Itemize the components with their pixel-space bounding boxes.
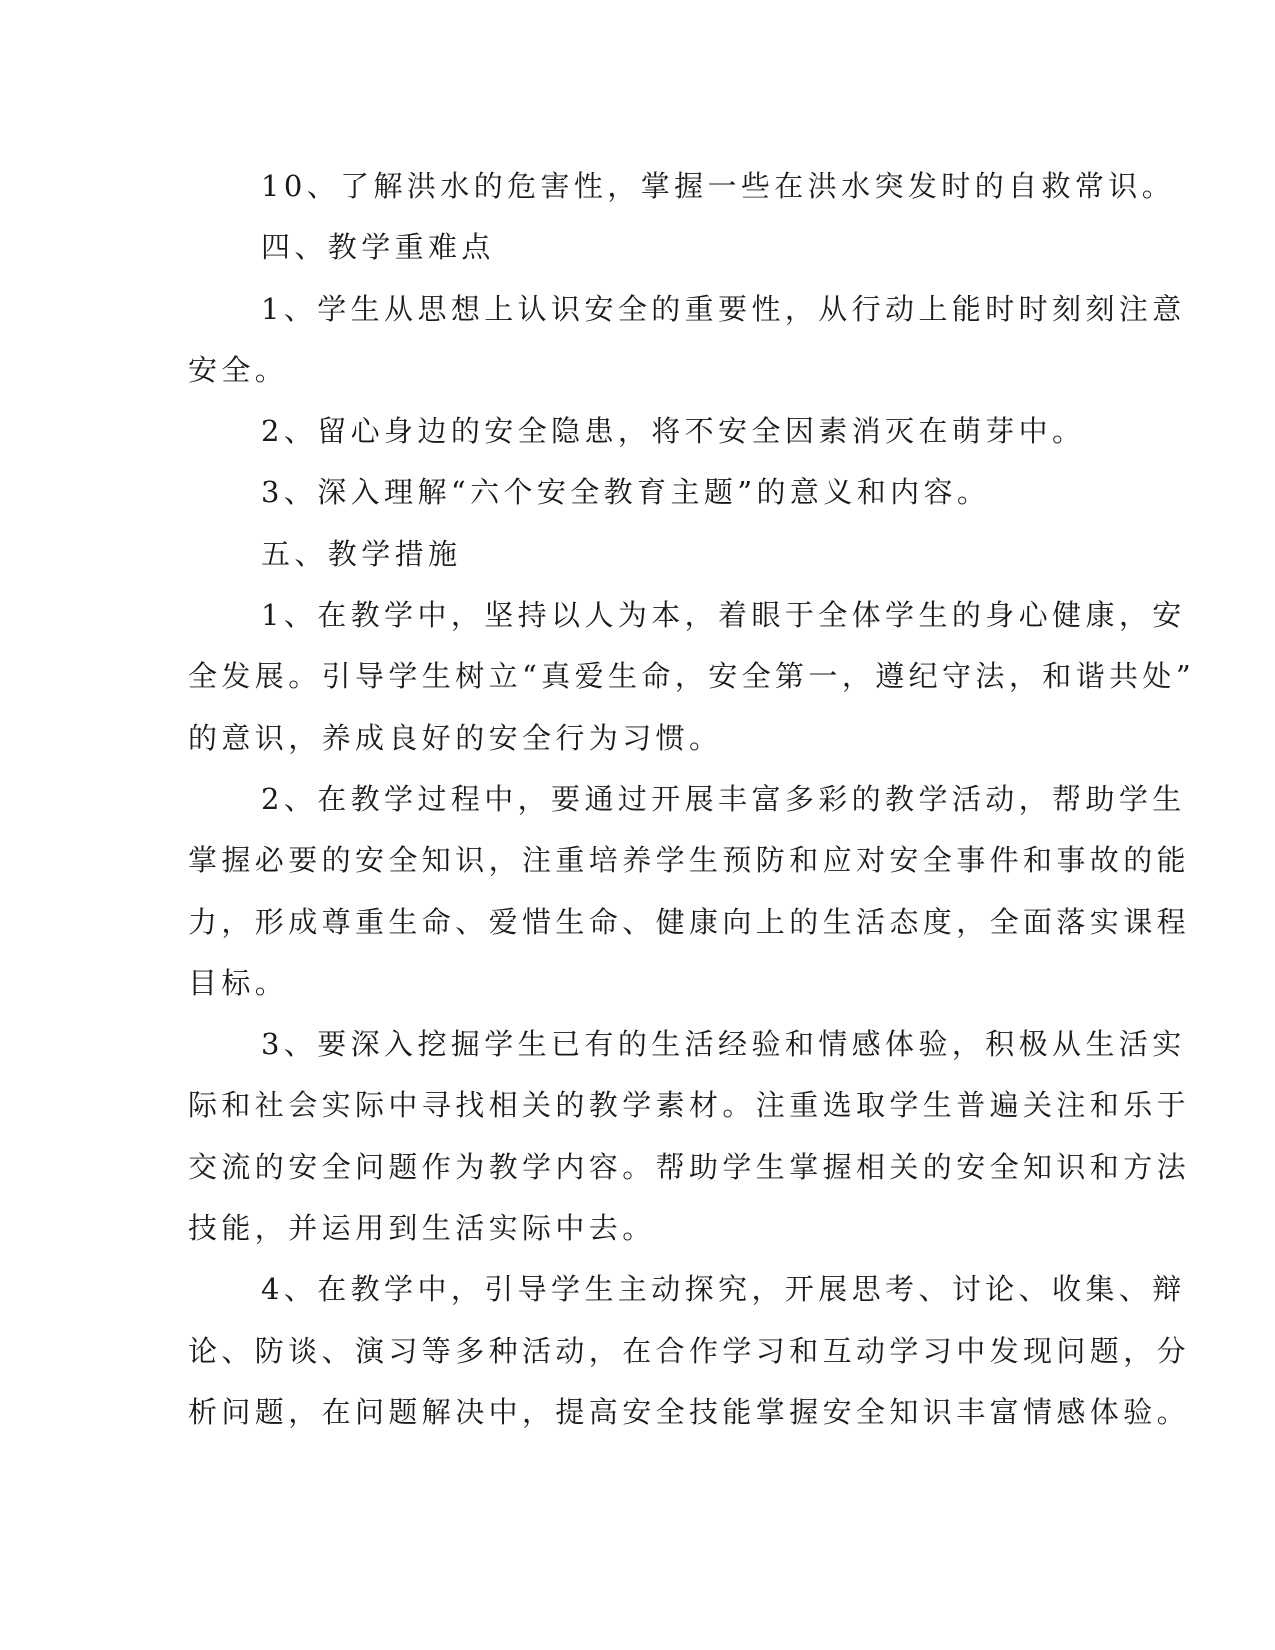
text-line: 1、在教学中，坚持以人为本，着眼于全体学生的身心健康，安 <box>261 598 1186 633</box>
text-line: 全发展。引导学生树立“真爱生命，安全第一，遵纪守法，和谐共处” <box>188 659 1196 694</box>
text-line: 际和社会实际中寻找相关的教学素材。注重选取学生普遍关注和乐于 <box>188 1088 1191 1123</box>
section-heading: 四、教学重难点 <box>261 230 495 265</box>
section-heading: 五、教学措施 <box>261 536 462 571</box>
text-line: 析问题，在问题解决中，提高安全技能掌握安全知识丰富情感体验。 <box>188 1394 1191 1429</box>
text-line: 3、深入理解“六个安全教育主题”的意义和内容。 <box>261 475 991 510</box>
text-line: 1、学生从思想上认识安全的重要性，从行动上能时时刻刻注意 <box>261 291 1186 326</box>
text-line: 安全。 <box>188 352 289 387</box>
text-line: 掌握必要的安全知识，注重培养学生预防和应对安全事件和事故的能 <box>188 843 1191 878</box>
text-line: 目标。 <box>188 965 289 1000</box>
document-body <box>188 156 1196 1443</box>
text-line: 2、留心身边的安全隐患，将不安全因素消灭在萌芽中。 <box>261 414 1086 449</box>
text-line: 10、了解洪水的危害性，掌握一些在洪水突发时的自救常识。 <box>261 169 1176 203</box>
text-line: 4、在教学中，引导学生主动探究，开展思考、讨论、收集、辩 <box>261 1272 1186 1307</box>
text-line: 的意识，养成良好的安全行为习惯。 <box>188 720 723 755</box>
text-line: 力，形成尊重生命、爱惜生命、健康向上的生活态度，全面落实课程 <box>188 904 1191 939</box>
text-line: 论、防谈、演习等多种活动，在合作学习和互动学习中发现问题，分 <box>188 1333 1191 1368</box>
text-line: 技能，并运用到生活实际中去。 <box>188 1211 656 1246</box>
text-line: 3、要深入挖掘学生已有的生活经验和情感体验，积极从生活实 <box>261 1027 1186 1062</box>
text-line: 2、在教学过程中，要通过开展丰富多彩的教学活动，帮助学生 <box>261 781 1186 816</box>
text-line: 交流的安全问题作为教学内容。帮助学生掌握相关的安全知识和方法 <box>188 1149 1191 1184</box>
